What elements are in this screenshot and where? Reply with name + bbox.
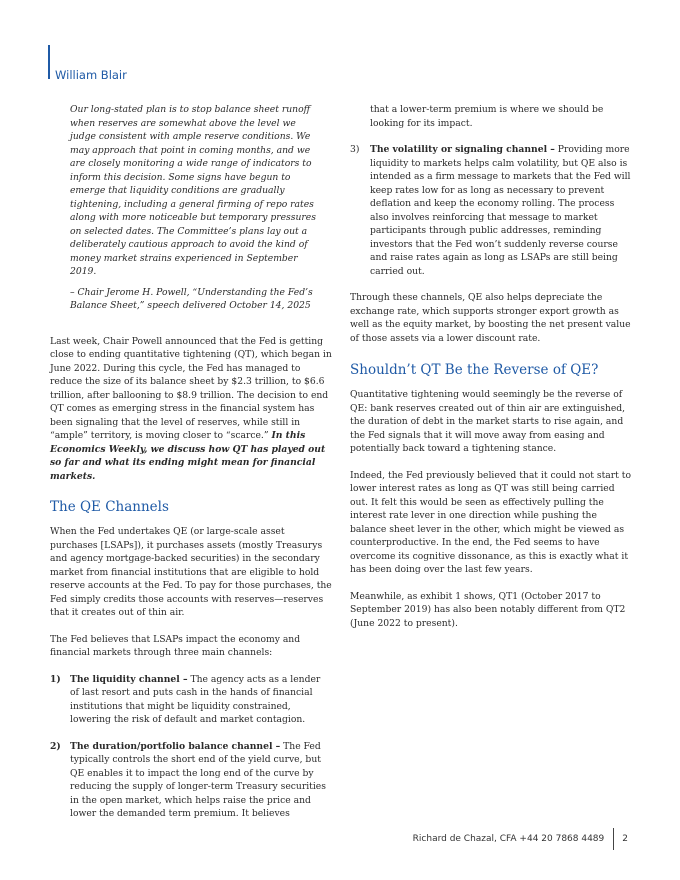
list-item-title: The volatility or signaling channel – (370, 144, 555, 155)
pull-quote (70, 103, 318, 313)
qe-paragraph-1: When the Fed undertakes QE (or large-scale asset purchases [LSAPs]), it purchases assets (mostly Treasurys and agency mortgage-backed securities) in the secondary market from financial institutions that are eligible to hold reserve accounts at the Fed. To pay for those purchases, the Fed simply credits those accounts with reserves—reserves that it creates out of thin air. (50, 526, 332, 618)
list-item-signaling (350, 143, 632, 278)
page-number: 2 (622, 834, 628, 844)
list-item-title: The liquidity channel – (70, 673, 188, 685)
page-footer (413, 828, 628, 850)
list-number: 1) (50, 673, 61, 685)
qt-paragraph-1: Quantitative tightening would seemingly be the reverse of QE: bank reserves created out of thin air are extinguished, the duration of debt in the market starts to rise again, and the Fed signals that it will move away from easing and potentially back toward a tightening stance. (350, 389, 626, 454)
list-item-duration-continued: that a lower-term premium is where we should be looking for its impact. (370, 104, 604, 129)
header-accent-bar (48, 45, 50, 79)
intro-paragraph (50, 335, 332, 484)
list-item-text: The Fed typically controls the short end of the yield curve, but QE enables it to impact the long end of the curve by reducing the supply of longer-term Treasury securities in the open market, which helps raise the price and lower the demanded term premium. It believes (70, 740, 326, 819)
intro-emphasis: In this Economics Weekly, we discuss how QT has played out so far and what its ending might mean for financial markets. (50, 430, 326, 482)
quote-attribution: – Chair Jerome H. Powell, “Understanding the Fed’s Balance Sheet,” speech delivered October 14, 2025 (70, 286, 313, 311)
intro-text: Last week, Chair Powell announced that the Fed is getting close to ending quantitative tightening (QT), which began in June 2022. During this cycle, the Fed has managed to reduce the size of its balance sheet by $2.3 trillion, to $6.6 trillion, after ballooning to $8.9 trillion. The decision to end QT comes as emerging stress in the financial system has been signaling that the level of reserves, while still in “ample” territory, is moving closer to “scarce.” (50, 335, 332, 441)
list-item-liquidity (50, 673, 332, 727)
list-item-text: Providing more liquidity to markets helps calm volatility, but QE also is intended as a firm message to markets that the Fed will keep rates low for as long as necessary to prevent deflation and keep the economy rolling. The process also involves reinforcing that message to market participants through public addresses, reminding investors that the Fed won’t suddenly reverse course and raise rates again as long as LSAPs are still being carried out. (370, 144, 631, 277)
brand-name: William Blair (55, 68, 127, 82)
right-column (350, 103, 632, 630)
left-column (50, 103, 332, 821)
list-number: 3) (350, 144, 360, 155)
footer-author: Richard de Chazal, CFA +44 20 7868 4489 (412, 834, 605, 844)
qe-paragraph-3: Through these channels, QE also helps depreciate the exchange rate, which supports stronger export growth as well as the equity market, by boosting the net present value of those assets via a lower discount rate. (350, 292, 631, 344)
list-item-duration (50, 740, 332, 821)
footer-divider (613, 828, 614, 850)
quote-text: Our long-stated plan is to stop balance sheet runoff when reserves are somewhat above the level we judge consistent with ample reserve conditions. We may approach that point in coming months, and we are closely monitoring a wide range of indicators to inform this decision. Some signs have begun to emerge that liquidity conditions are gradually tightening, including a general firming of repo rates along with more noticeable but temporary pressures on selected dates. The Committee’s plans lay out a deliberately cautious approach to avoid the kind of money market strains experienced in September 2019. (70, 104, 316, 277)
qe-paragraph-2: The Fed believes that LSAPs impact the economy and financial markets through three main channels: (50, 633, 301, 658)
section-heading-qe-channels: The QE Channels (50, 499, 169, 515)
qt-paragraph-2: Indeed, the Fed previously believed that it could not start to lower interest rates as long as QT was still being carried out. It felt this would be seen as effectively pulling the interest rate lever in one direction while pushing the balance sheet lever in the other, which might be viewed as counterproductive. In the end, the Fed seems to have overcome its cognitive dissonance, as this is exactly what it has been doing over the last few years. (350, 469, 631, 575)
list-item-title: The duration/portfolio balance channel – (70, 740, 281, 752)
list-item-text: The agency acts as a lender of last resort and puts cash in the hands of financial institutions that might be liquidity constrained, lowering the risk of default and market contagion. (70, 673, 321, 725)
section-heading-qt-reverse: Shouldn’t QT Be the Reverse of QE? (350, 362, 599, 378)
list-number: 2) (50, 740, 61, 752)
qt-paragraph-3: Meanwhile, as exhibit 1 shows, QT1 (October 2017 to September 2019) has also been notably different from QT2 (June 2022 to present). (350, 590, 626, 629)
